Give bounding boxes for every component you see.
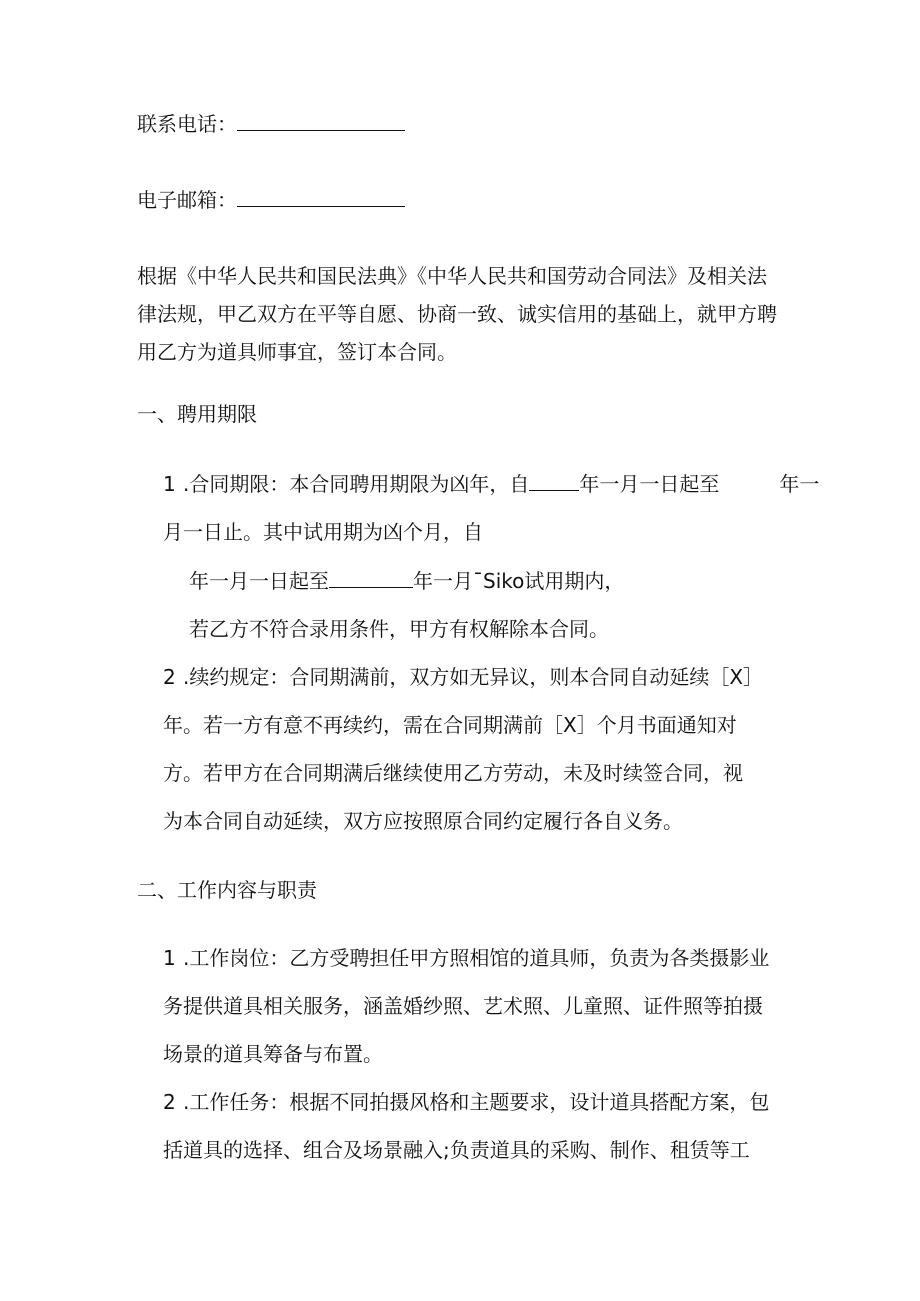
section1-heading: 一、聘用期限	[137, 402, 257, 426]
s1-item2-number: 2	[163, 665, 176, 689]
s1-item1-line4: 若乙方不符合录用条件，甲方有权解除本合同。	[189, 617, 609, 641]
s2-item1-line1: .工作岗位：乙方受聘担任甲方照相馆的道具师，负责为各类摄影业	[183, 946, 770, 970]
s1-item1-text-b: 年一月一日起至	[579, 472, 720, 496]
s1-item1-text-d: 年一月一日起至	[189, 569, 329, 593]
s2-item1-number: 1	[163, 946, 176, 970]
s1-item1-line3	[189, 567, 624, 595]
contact-email-label: 电子邮箱：	[137, 188, 237, 212]
preamble-line-1: 根据《中华人民共和国民法典》《中华人民共和国劳动合同法》及相关法	[137, 264, 767, 288]
s2-item1-line3: 场景的道具筹备与布置。	[163, 1042, 383, 1066]
s1-item1-text-a: .合同期限：本合同聘用期限为凶年，自	[183, 472, 530, 496]
preamble-line-3: 用乙方为道具师事宜，签订本合同。	[137, 340, 457, 364]
s2-item2-line1: .工作任务：根据不同拍摄风格和主题要求，设计道具搭配方案，包	[183, 1090, 770, 1114]
s2-item2-line2: 括道具的选择、组合及场景融入;负责道具的采购、制作、租赁等工	[163, 1138, 750, 1162]
contact-phone-label: 联系电话：	[137, 112, 237, 136]
s1-item1-line1	[183, 470, 819, 498]
s1-item1-number: 1	[163, 472, 176, 496]
s1-item2-line4: 为本合同自动延续，双方应按照原合同约定履行各自义务。	[163, 809, 683, 833]
section2-heading: 二、工作内容与职责	[137, 878, 317, 902]
s1-item1-line2: 月一日止。其中试用期为凶个月，自	[163, 520, 483, 544]
s1-item1-text-c: 年一	[779, 472, 820, 496]
contact-email-row	[137, 186, 405, 214]
s1-item2-line3: 方。若甲方在合同期满后继续使用乙方劳动，未及时续签合同，视	[163, 761, 743, 785]
contact-email-blank	[237, 188, 405, 207]
contact-phone-row	[137, 110, 405, 138]
s1-item2-line1: .续约规定：合同期满前，双方如无异议，则本合同自动延续［X］	[183, 665, 764, 689]
s2-item1-line2: 务提供道具相关服务，涵盖婚纱照、艺术照、儿童照、证件照等拍摄	[163, 994, 763, 1018]
s1-item2-line2: 年。若一方有意不再续约，需在合同期满前［X］个月书面通知对	[163, 713, 737, 737]
probation-end-blank	[329, 569, 413, 588]
preamble-line-2: 律法规，甲乙双方在平等自愿、协商一致、诚实信用的基础上，就甲方聘	[137, 302, 777, 326]
s1-item1-text-e: 年一月ˉSiko试用期内，	[413, 569, 625, 593]
contact-phone-blank	[237, 112, 405, 131]
s2-item2-number: 2	[163, 1090, 176, 1114]
start-year-blank	[529, 472, 579, 491]
